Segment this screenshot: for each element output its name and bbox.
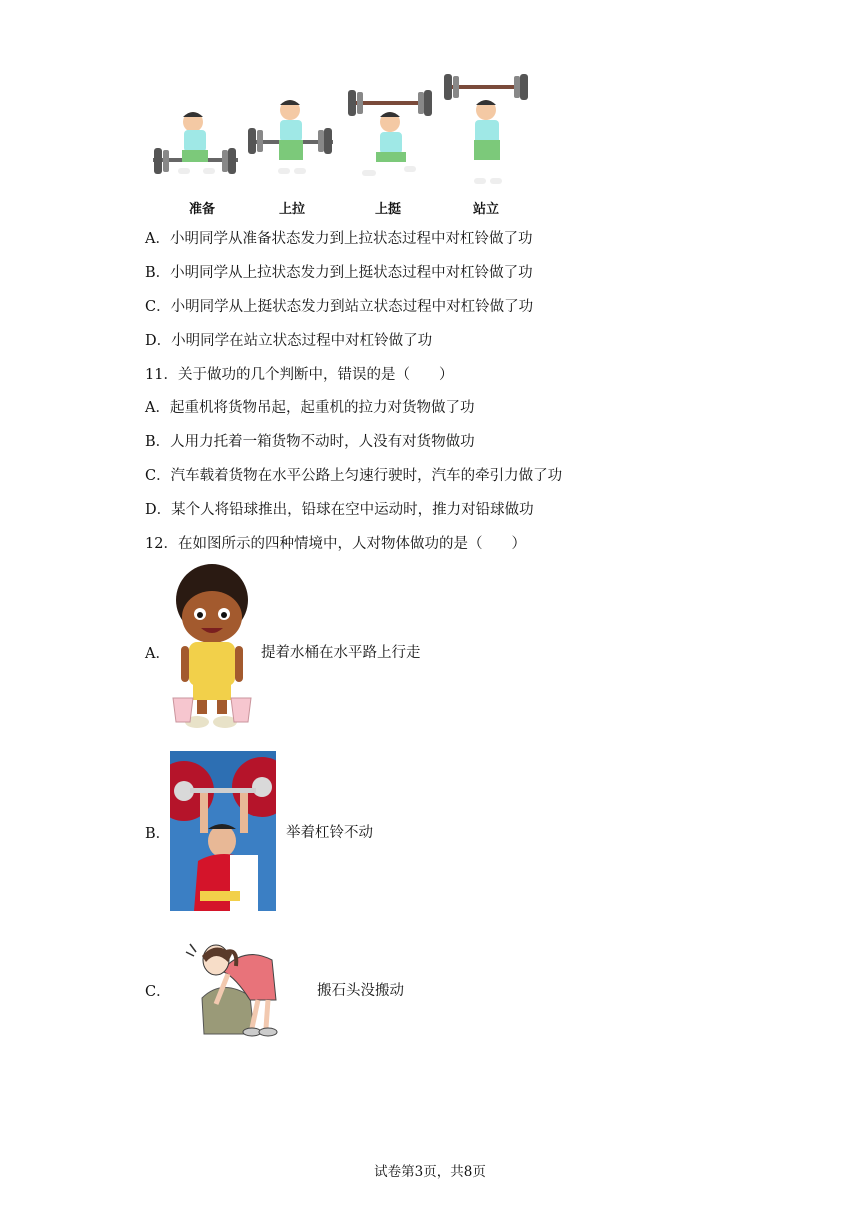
boy-carrying-buckets-image [167,562,257,737]
q11-stem: 11．关于做功的几个判断中，错误的是（ ） [145,367,454,383]
q10-option-d: D．小明同学在站立状态过程中对杠铃做了功 [145,333,433,349]
q12-option-c-label: C． [145,984,171,1000]
q11-option-b: B．人用力托着一箱货物不动时，人没有对货物做功 [145,434,475,450]
q10-option-c: C．小明同学从上挺状态发力到站立状态过程中对杠铃做了功 [145,299,534,315]
q12-option-a-text: 提着水桶在水平路上行走 [261,645,421,661]
stage-pull-figure [248,100,333,174]
page-footer: 试卷第3页，共8页 [374,1164,486,1180]
q12-option-c-text: 搬石头没搬动 [317,983,404,999]
q10-option-b: B．小明同学从上拉状态发力到上挺状态过程中对杠铃做了功 [145,265,533,281]
q11-option-c: C．汽车载着货物在水平公路上匀速行驶时，汽车的牵引力做了功 [145,468,563,484]
q11-option-d: D．某个人将铅球推出，铅球在空中运动时，推力对铅球做功 [145,502,534,518]
q11-option-a: A．起重机将货物吊起，起重机的拉力对货物做了功 [145,400,475,416]
stage-label-prepare: 准备 [188,202,215,217]
q12-stem: 12．在如图所示的四种情境中，人对物体做功的是（ ） [145,536,526,552]
weightlifter-photo [170,751,276,911]
stage-label-jerk: 上挺 [374,202,401,217]
stage-label-stand: 站立 [472,202,499,217]
q12-option-b-label: B． [145,826,171,842]
stage-prepare-figure [153,112,238,174]
q10-option-a: A．小明同学从准备状态发力到上拉状态过程中对杠铃做了功 [145,231,533,247]
weightlifting-stages-figure [148,70,538,195]
stage-stand-figure [444,74,528,184]
stage-jerk-figure [348,90,432,176]
girl-lifting-stone-image [176,938,280,1038]
q12-option-a-label: A． [145,646,170,662]
stage-label-pull: 上拉 [278,202,305,217]
q12-option-b-text: 举着杠铃不动 [286,825,373,841]
